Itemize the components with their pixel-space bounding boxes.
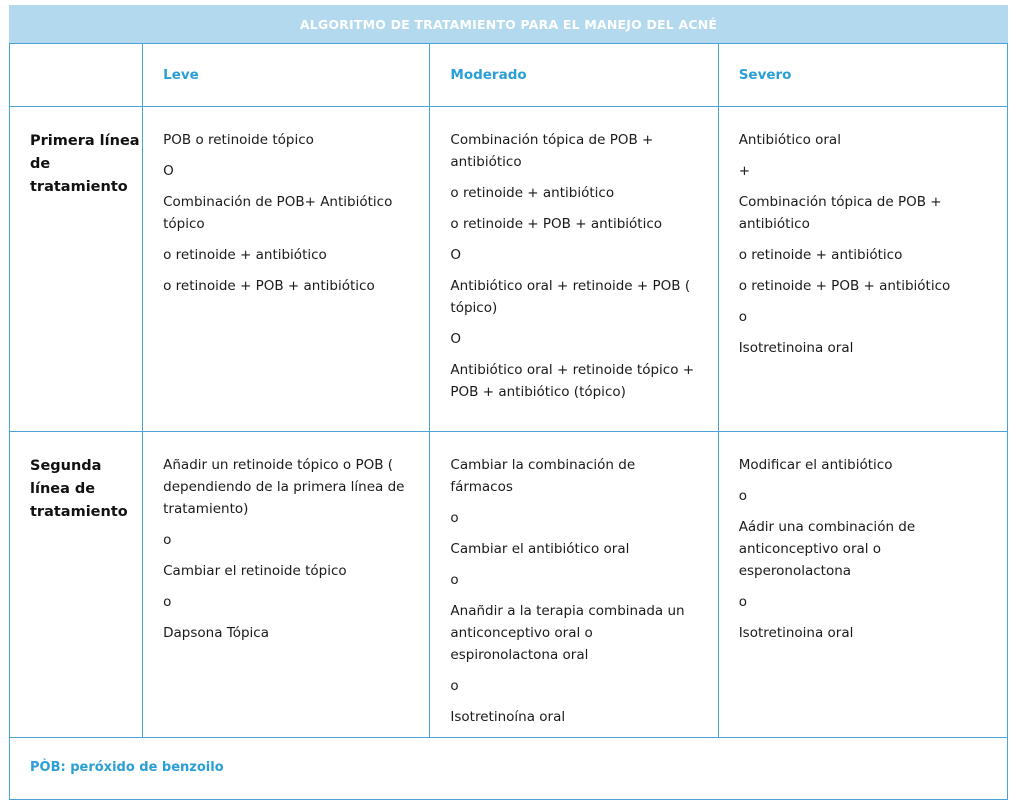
cell-segunda-severo xyxy=(718,432,1007,738)
header-severo: Severo xyxy=(718,44,1007,107)
row-label-cell xyxy=(10,107,143,432)
cell-line: Modificar el antibiótico xyxy=(738,457,893,473)
cell-content xyxy=(719,107,1007,359)
cell-content xyxy=(430,432,717,728)
cell-line: o xyxy=(163,594,172,610)
cell-line: o xyxy=(450,678,459,694)
cell-primera-leve xyxy=(143,107,430,432)
cell-line: Isotretinoina oral xyxy=(738,340,854,356)
cell-line: o xyxy=(450,572,459,588)
cell-line: Antibiótico oral xyxy=(738,132,841,148)
cell-line: o retinoide + antibiótico xyxy=(163,247,327,263)
acne-treatment-table-container xyxy=(9,5,1008,800)
cell-line: Antibiótico oral + retinoide + POB ( tópico) xyxy=(450,278,691,316)
cell-line: o retinoide + POB + antibiótico xyxy=(450,216,662,232)
header-empty-cell xyxy=(10,44,143,107)
cell-line: o xyxy=(738,488,747,504)
cell-line: Anañdir a la terapia combinada un anticonceptivo oral o espironolactona oral xyxy=(450,603,685,663)
cell-line: Cambiar la combinación de fármacos xyxy=(450,457,636,495)
table-row-primera-linea xyxy=(10,107,1008,432)
cell-line: Combinación tópica de POB + antibiótico xyxy=(738,194,942,232)
row-label-cell xyxy=(10,432,143,738)
cell-line: Combinación de POB+ Antibiótico tópico xyxy=(163,194,393,232)
header-leve: Leve xyxy=(143,44,430,107)
cell-segunda-moderado xyxy=(430,432,718,738)
cell-content xyxy=(430,107,717,403)
row-label: Primera línea de tratamiento xyxy=(30,133,140,195)
cell-line: O xyxy=(450,331,462,347)
cell-content xyxy=(143,107,429,297)
cell-line: Combinación tópica de POB + antibiótico xyxy=(450,132,654,170)
cell-line: Añadir un retinoide tópico o POB ( dependiendo de la primera línea de tratamiento) xyxy=(163,457,405,517)
cell-line: POB o retinoide tópico xyxy=(163,132,314,148)
cell-line: o xyxy=(738,309,747,325)
cell-content xyxy=(719,432,1007,644)
footnote-row xyxy=(10,738,1008,800)
footnote-cell xyxy=(10,738,1008,800)
row-label: Segunda línea de tratamiento xyxy=(30,458,128,520)
cell-line: o retinoide + POB + antibiótico xyxy=(163,278,375,294)
cell-line: O xyxy=(163,163,174,179)
cell-line: o xyxy=(163,532,172,548)
cell-line: Isotretinoína oral xyxy=(450,709,566,725)
footnote: PÒB: peróxido de benzoilo xyxy=(30,760,224,775)
cell-line: o retinoide + antibiótico xyxy=(450,185,615,201)
cell-line: o retinoide + POB + antibiótico xyxy=(738,278,951,294)
header-moderado: Moderado xyxy=(430,44,718,107)
cell-line: Cambiar el retinoide tópico xyxy=(163,563,347,579)
cell-line: Dapsona Tópica xyxy=(163,625,270,641)
header-row xyxy=(10,44,1008,107)
cell-line: Isotretinoina oral xyxy=(738,625,854,641)
cell-line: Antibiótico oral + retinoide tópico + POB + antibiótico (tópico) xyxy=(450,362,695,400)
cell-line: o retinoide + antibiótico xyxy=(738,247,903,263)
cell-line: o xyxy=(450,510,459,526)
cell-segunda-leve xyxy=(143,432,430,738)
cell-line: Cambiar el antibiótico oral xyxy=(450,541,630,557)
treatment-table xyxy=(9,43,1008,800)
cell-primera-severo xyxy=(718,107,1007,432)
table-row-segunda-linea xyxy=(10,432,1008,738)
cell-line: o xyxy=(738,594,747,610)
cell-line: Aádir una combinación de anticonceptivo oral o esperonolactona xyxy=(738,519,916,579)
table-title: ALGORITMO DE TRATAMIENTO PARA EL MANEJO DEL ACNÉ xyxy=(9,5,1008,43)
cell-content xyxy=(143,432,429,644)
cell-line: + xyxy=(738,163,750,179)
cell-line: O xyxy=(450,247,462,263)
cell-primera-moderado xyxy=(430,107,718,432)
